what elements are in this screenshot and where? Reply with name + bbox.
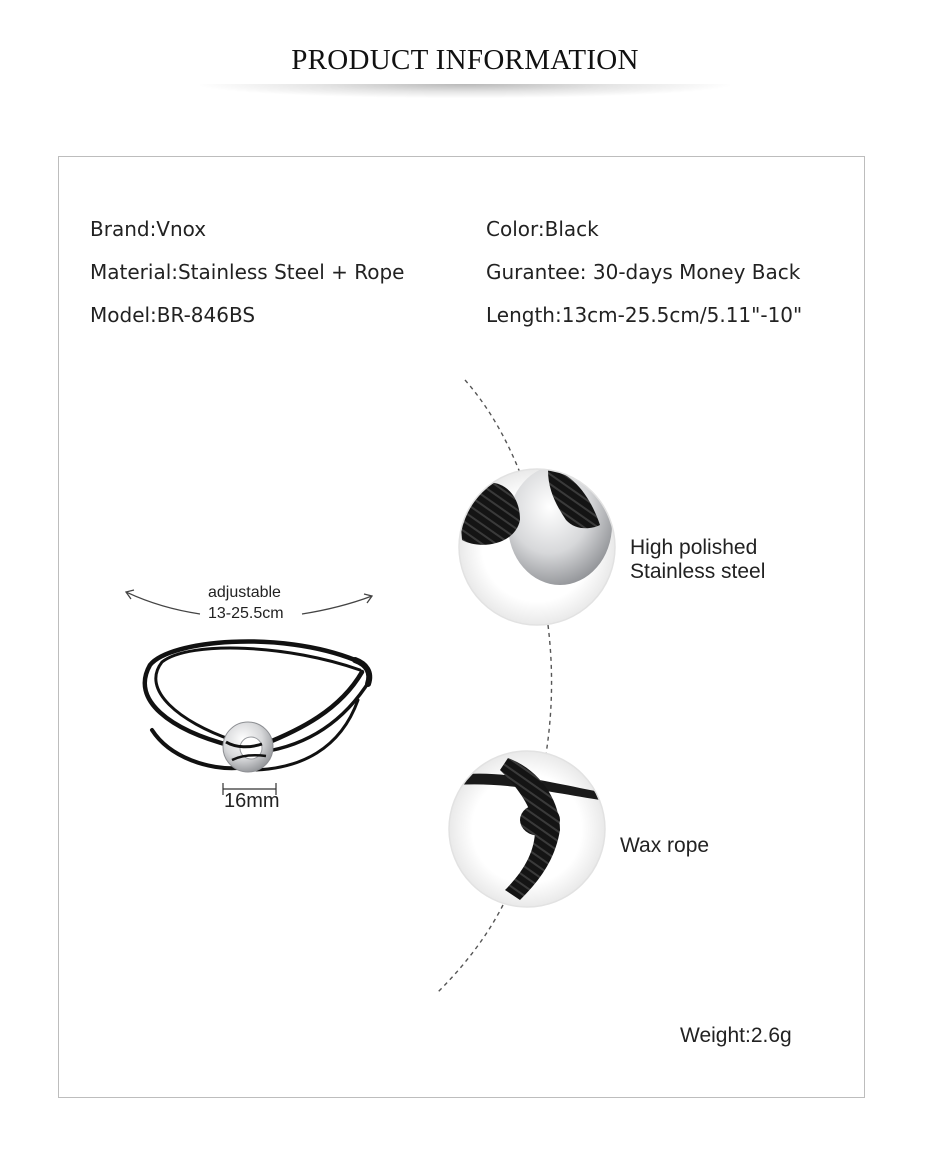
polished-label-line2: Stainless steel — [630, 560, 766, 583]
spec-brand: Brand:Vnox — [90, 217, 207, 241]
spec-model: Model:BR-846BS — [90, 303, 256, 327]
polished-steel-bubble — [459, 465, 615, 625]
connector-arc-top — [465, 380, 522, 478]
wax-rope-label: Wax rope — [620, 834, 710, 857]
disc-size-label: 16mm — [224, 790, 280, 812]
wax-rope-bubble — [449, 751, 605, 907]
adjustable-label: adjustable — [208, 584, 281, 601]
spec-color: Color:Black — [486, 217, 599, 241]
spec-guarantee: Gurantee: 30-days Money Back — [486, 260, 801, 284]
adjust-arrow-left — [126, 592, 200, 614]
weight-label: Weight:2.6g — [680, 1024, 792, 1047]
adjust-arrow-right — [302, 596, 372, 614]
adjustable-range: 13-25.5cm — [208, 605, 284, 622]
spec-material: Material:Stainless Steel + Rope — [90, 260, 405, 284]
spec-length: Length:13cm-25.5cm/5.11"-10" — [486, 303, 803, 327]
polished-label-line1: High polished — [630, 536, 758, 559]
page-title: PRODUCT INFORMATION — [291, 44, 639, 76]
connector-arc-middle — [546, 625, 552, 754]
connector-arc-bottom — [438, 905, 503, 992]
